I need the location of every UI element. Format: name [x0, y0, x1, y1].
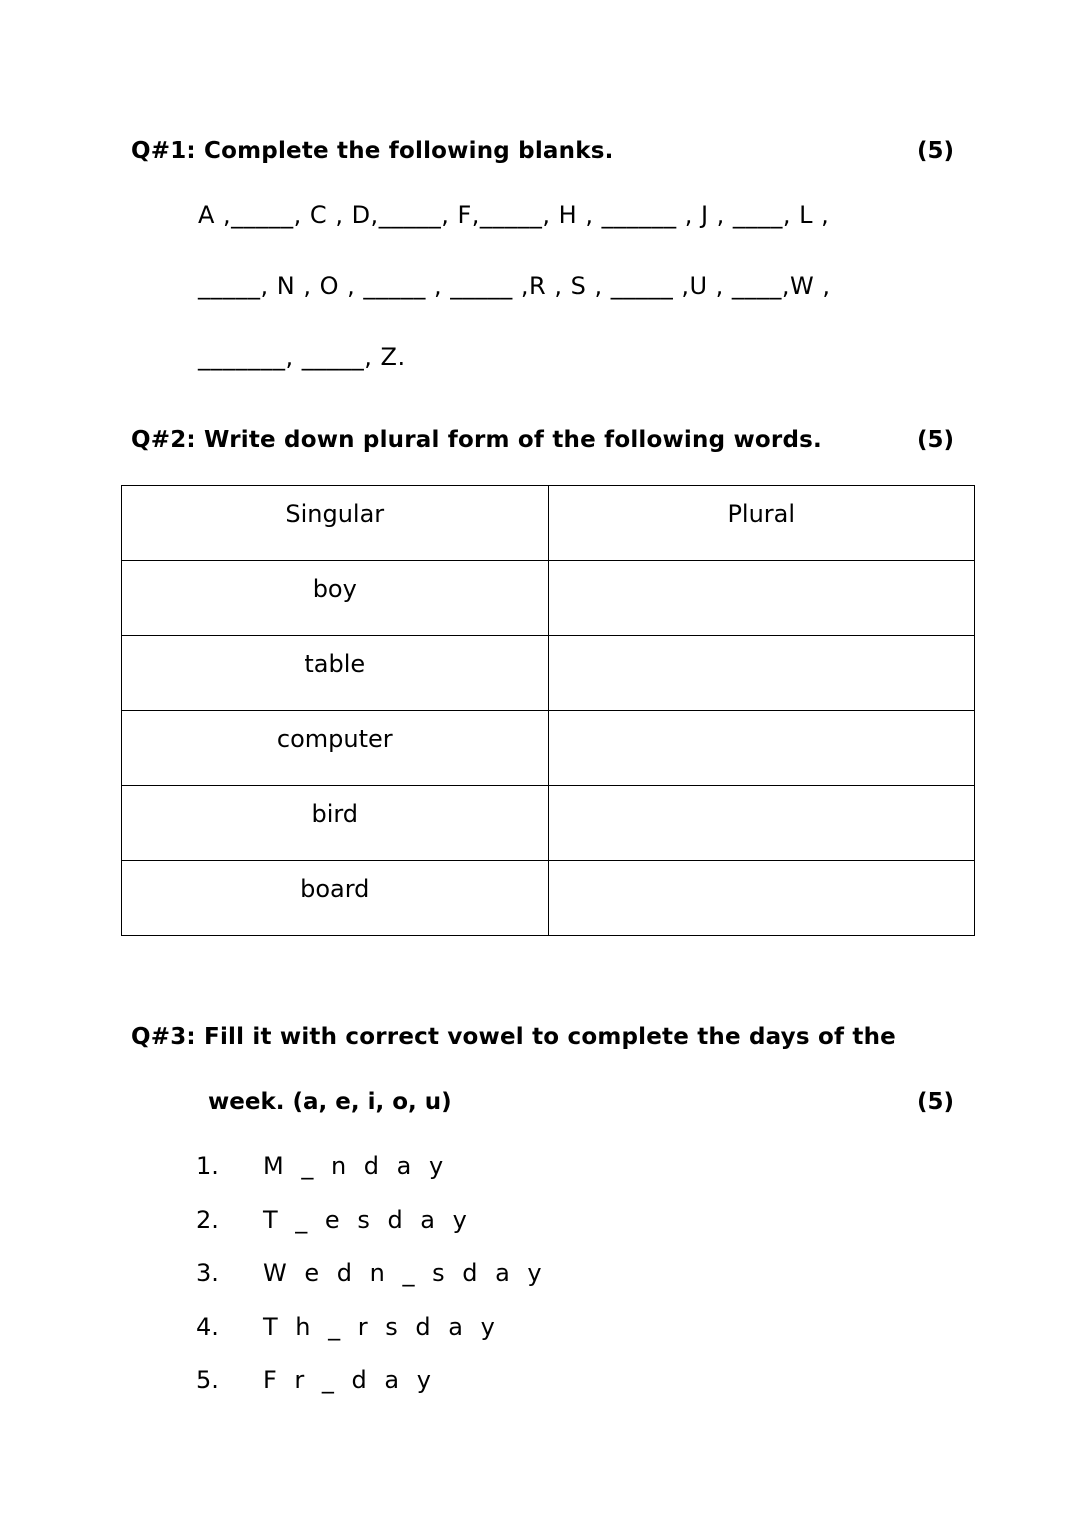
table-row — [122, 561, 975, 636]
singular-cell: board — [122, 861, 549, 936]
day-word: T h _ r s d a y — [263, 1313, 500, 1341]
table-row — [122, 636, 975, 711]
table-row — [122, 861, 975, 936]
q1-alphabet-line-2: _____, N , O , _____ , _____ ,R , S , _____ ,U , ____,W , — [198, 272, 831, 300]
plural-answer-cell[interactable] — [548, 636, 975, 711]
plural-table — [121, 485, 975, 936]
q1-heading: Q#1: Complete the following blanks. — [131, 138, 614, 164]
item-number: 1. — [196, 1152, 219, 1180]
q1-marks: (5) — [916, 138, 954, 164]
item-number: 4. — [196, 1313, 219, 1341]
q3-marks: (5) — [916, 1089, 954, 1115]
list-item — [196, 1313, 500, 1341]
q2-heading: Q#2: Write down plural form of the following words. — [131, 427, 822, 453]
singular-cell: boy — [122, 561, 549, 636]
list-item — [196, 1259, 547, 1287]
singular-cell: table — [122, 636, 549, 711]
q1-alphabet-line-3: _______, _____, Z. — [198, 343, 406, 371]
plural-answer-cell[interactable] — [548, 561, 975, 636]
item-number: 3. — [196, 1259, 219, 1287]
plural-answer-cell[interactable] — [548, 711, 975, 786]
q2-marks: (5) — [916, 427, 954, 453]
table-header-row — [122, 486, 975, 561]
day-word: W e d n _ s d a y — [263, 1259, 547, 1287]
item-number: 2. — [196, 1206, 219, 1234]
q3-heading: Q#3: Fill it with correct vowel to complete the days of the — [131, 1024, 896, 1050]
plural-header: Plural — [548, 486, 975, 561]
singular-cell: computer — [122, 711, 549, 786]
plural-answer-cell[interactable] — [548, 786, 975, 861]
list-item — [196, 1206, 472, 1234]
list-item — [196, 1152, 448, 1180]
table-row — [122, 786, 975, 861]
q3-subheading: week. (a, e, i, o, u) — [208, 1089, 452, 1115]
table-row — [122, 711, 975, 786]
singular-cell: bird — [122, 786, 549, 861]
item-number: 5. — [196, 1366, 219, 1394]
plural-answer-cell[interactable] — [548, 861, 975, 936]
day-word: F r _ d a y — [263, 1366, 436, 1394]
q1-alphabet-line-1: A ,_____, C , D,_____, F,_____, H , ______ , J , ____, L , — [198, 201, 830, 229]
singular-header: Singular — [122, 486, 549, 561]
list-item — [196, 1366, 436, 1394]
day-word: T _ e s d a y — [263, 1206, 472, 1234]
day-word: M _ n d a y — [263, 1152, 449, 1180]
